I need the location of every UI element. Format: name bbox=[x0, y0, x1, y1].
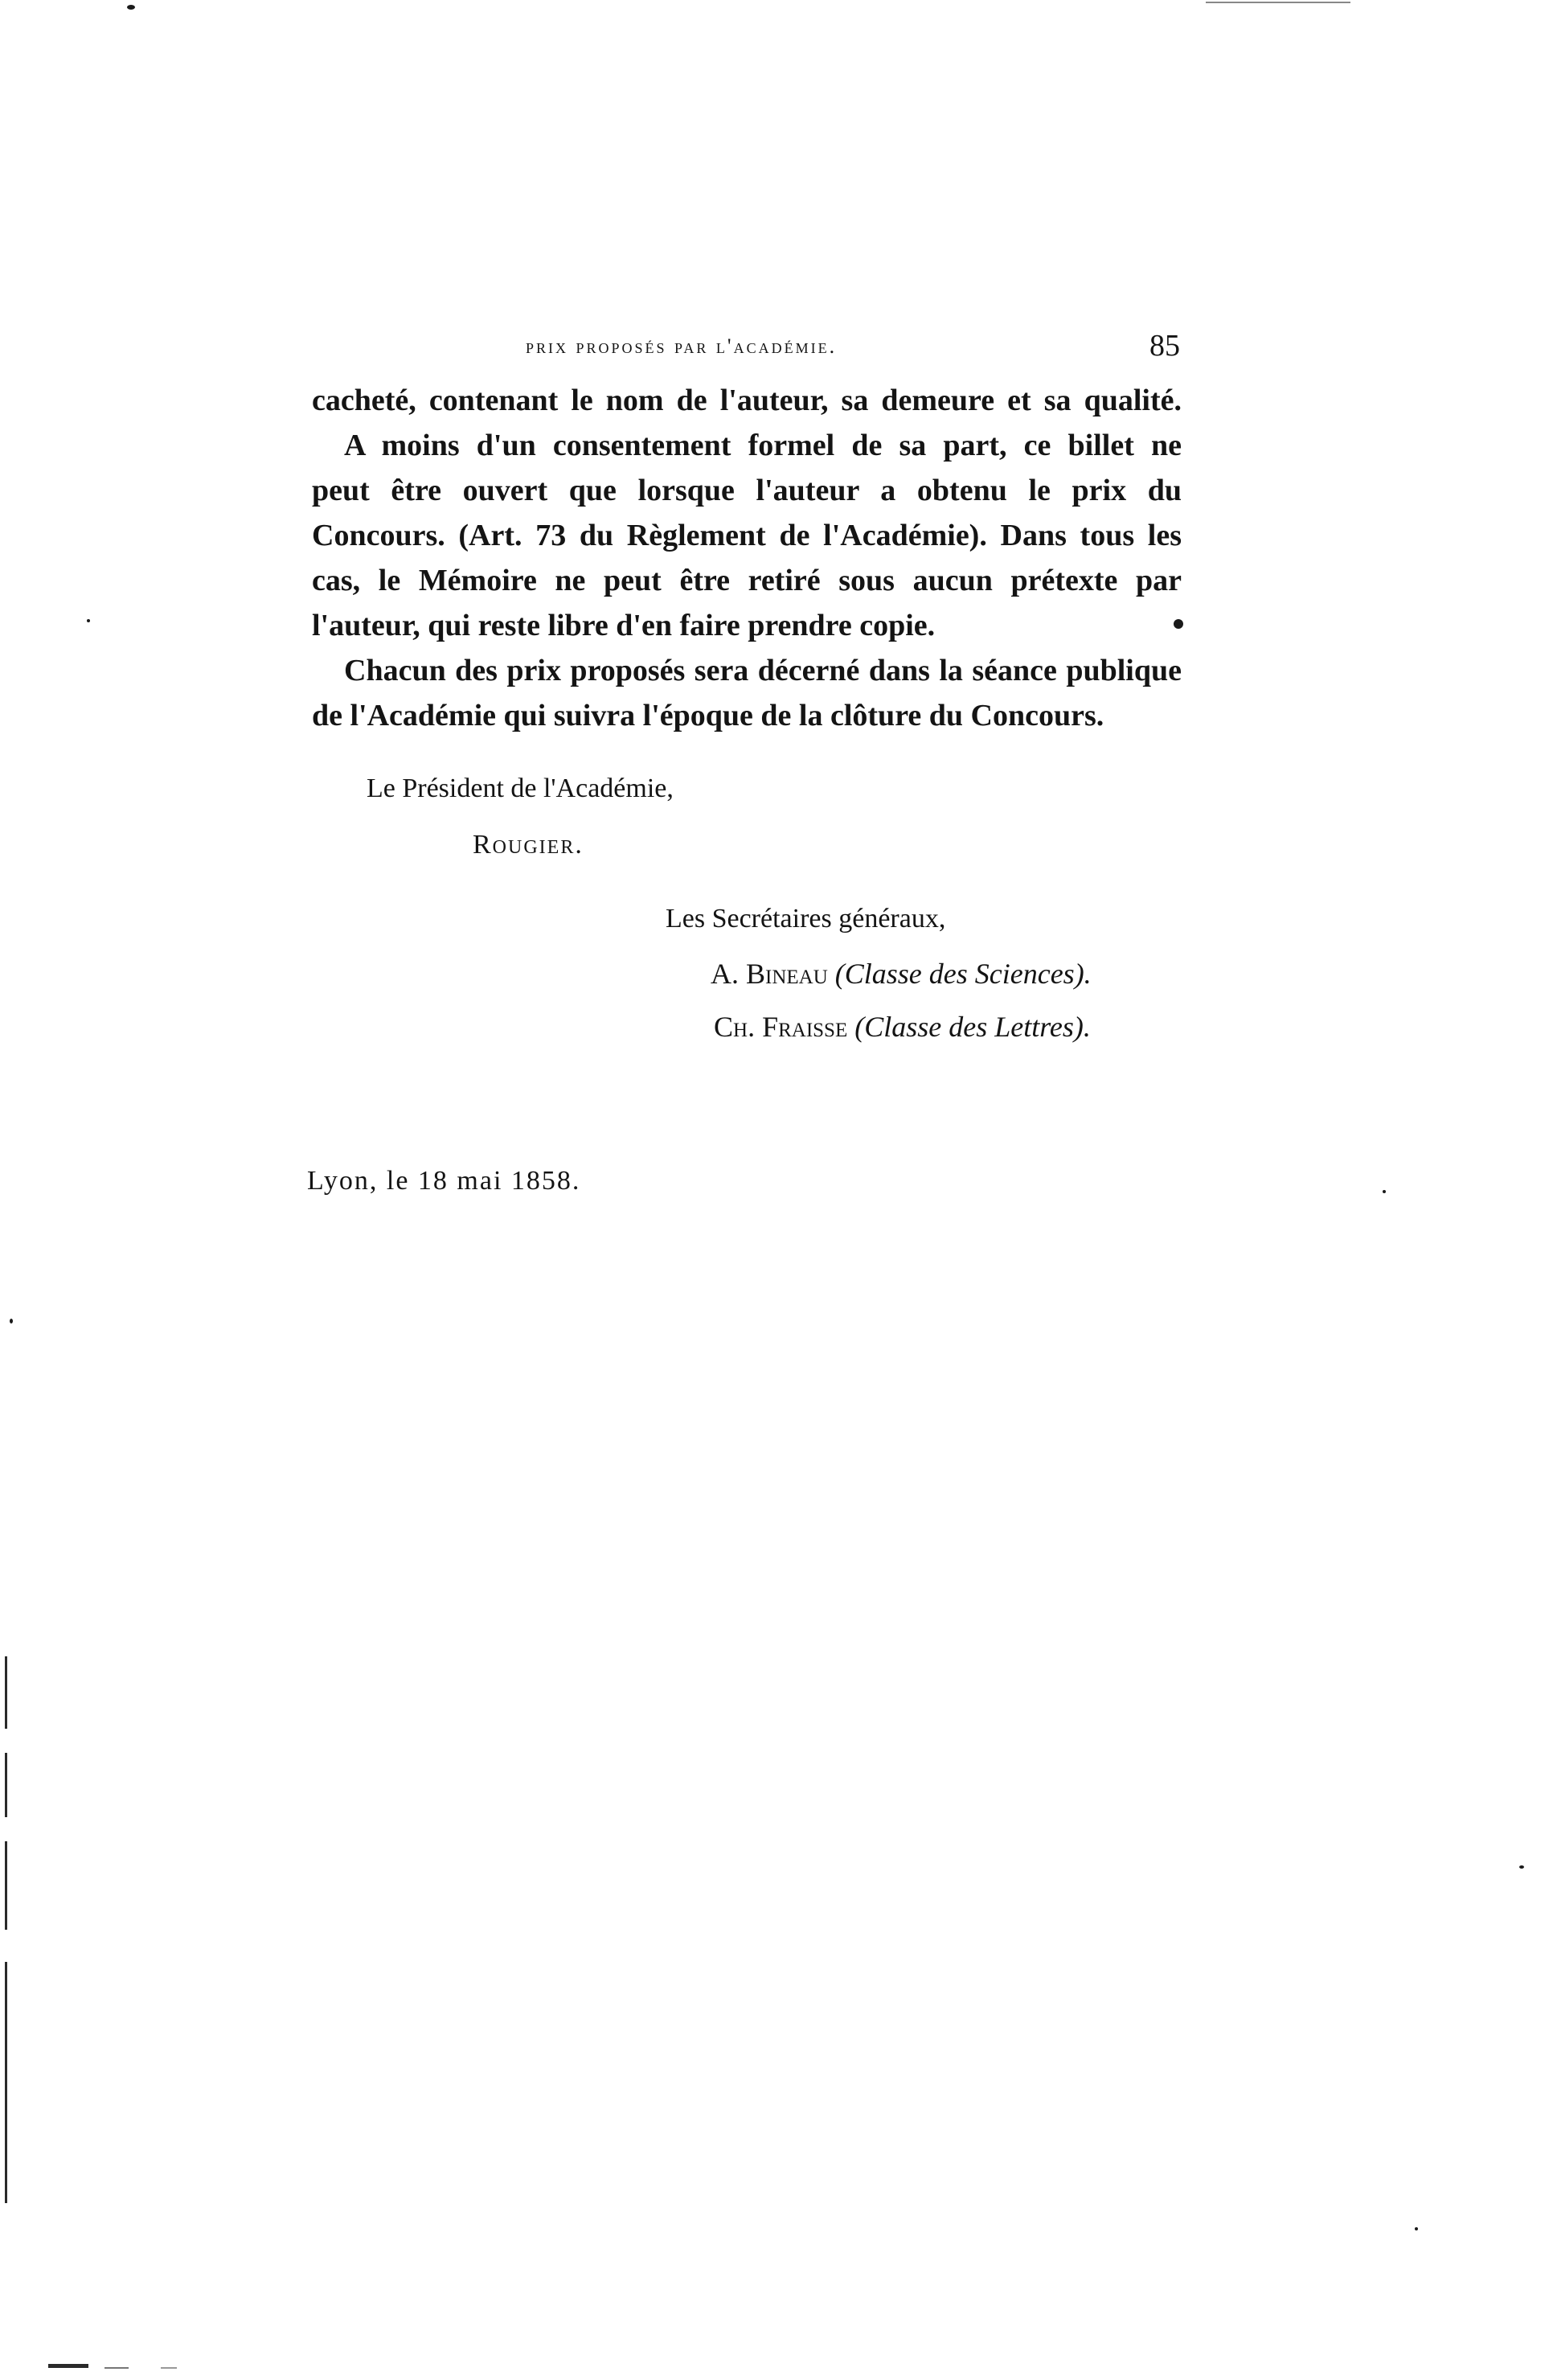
scan-speck bbox=[1519, 1865, 1524, 1869]
secretary-name: Ch. Fraisse bbox=[714, 1011, 848, 1043]
running-head bbox=[0, 328, 1553, 376]
scan-edge-mark bbox=[104, 2367, 129, 2369]
scan-edge-mark bbox=[5, 1656, 7, 1729]
scan-edge-mark bbox=[5, 1753, 7, 1817]
dateline: Lyon, le 18 mai 1858. bbox=[307, 1166, 581, 1196]
scan-speck bbox=[1415, 2227, 1418, 2230]
running-title: prix proposés par l'académie. bbox=[526, 334, 838, 358]
secretary-signature bbox=[711, 957, 1092, 991]
page-number: 85 bbox=[1149, 329, 1180, 363]
body-line: Concours. (Art. 73 du Règlement de l'Académie). Dans tous les bbox=[312, 519, 1182, 552]
scan-edge-mark bbox=[5, 1841, 7, 1930]
scan-speck bbox=[87, 619, 90, 622]
scan-speck bbox=[10, 1319, 13, 1323]
body-line: cas, le Mémoire ne peut être retiré sous aucun prétexte par bbox=[312, 564, 1182, 597]
body-line: l'auteur, qui reste libre d'en faire prendre copie. bbox=[312, 609, 936, 642]
body-line: A moins d'un consentement formel de sa part, ce billet ne bbox=[344, 429, 1182, 462]
scan-edge-mark bbox=[1206, 2, 1350, 3]
scan-edge-mark bbox=[48, 2364, 88, 2368]
scan-edge-mark bbox=[5, 1962, 7, 2203]
secretaries-label: Les Secrétaires généraux, bbox=[666, 904, 946, 934]
body-line: peut être ouvert que lorsque l'auteur a obtenu le prix du bbox=[312, 474, 1182, 507]
secretary-role: (Classe des Lettres). bbox=[854, 1011, 1091, 1043]
secretary-role: (Classe des Sciences). bbox=[834, 958, 1092, 990]
scan-speck bbox=[127, 5, 135, 10]
president-name: Rougier. bbox=[473, 830, 584, 860]
body-line: Chacun des prix proposés sera décerné dans la séance publique bbox=[344, 654, 1182, 687]
president-label: Le Président de l'Académie, bbox=[367, 774, 674, 803]
scan-speck bbox=[1383, 1190, 1386, 1193]
body-line: cacheté, contenant le nom de l'auteur, sa demeure et sa qualité. bbox=[312, 384, 1182, 417]
body-text bbox=[312, 378, 1182, 738]
scan-speck bbox=[1174, 619, 1183, 629]
scan-edge-mark bbox=[161, 2367, 177, 2369]
secretary-name: A. Bineau bbox=[711, 958, 828, 990]
secretary-signature bbox=[714, 1010, 1091, 1044]
body-line: de l'Académie qui suivra l'époque de la clôture du Concours. bbox=[312, 699, 1104, 732]
